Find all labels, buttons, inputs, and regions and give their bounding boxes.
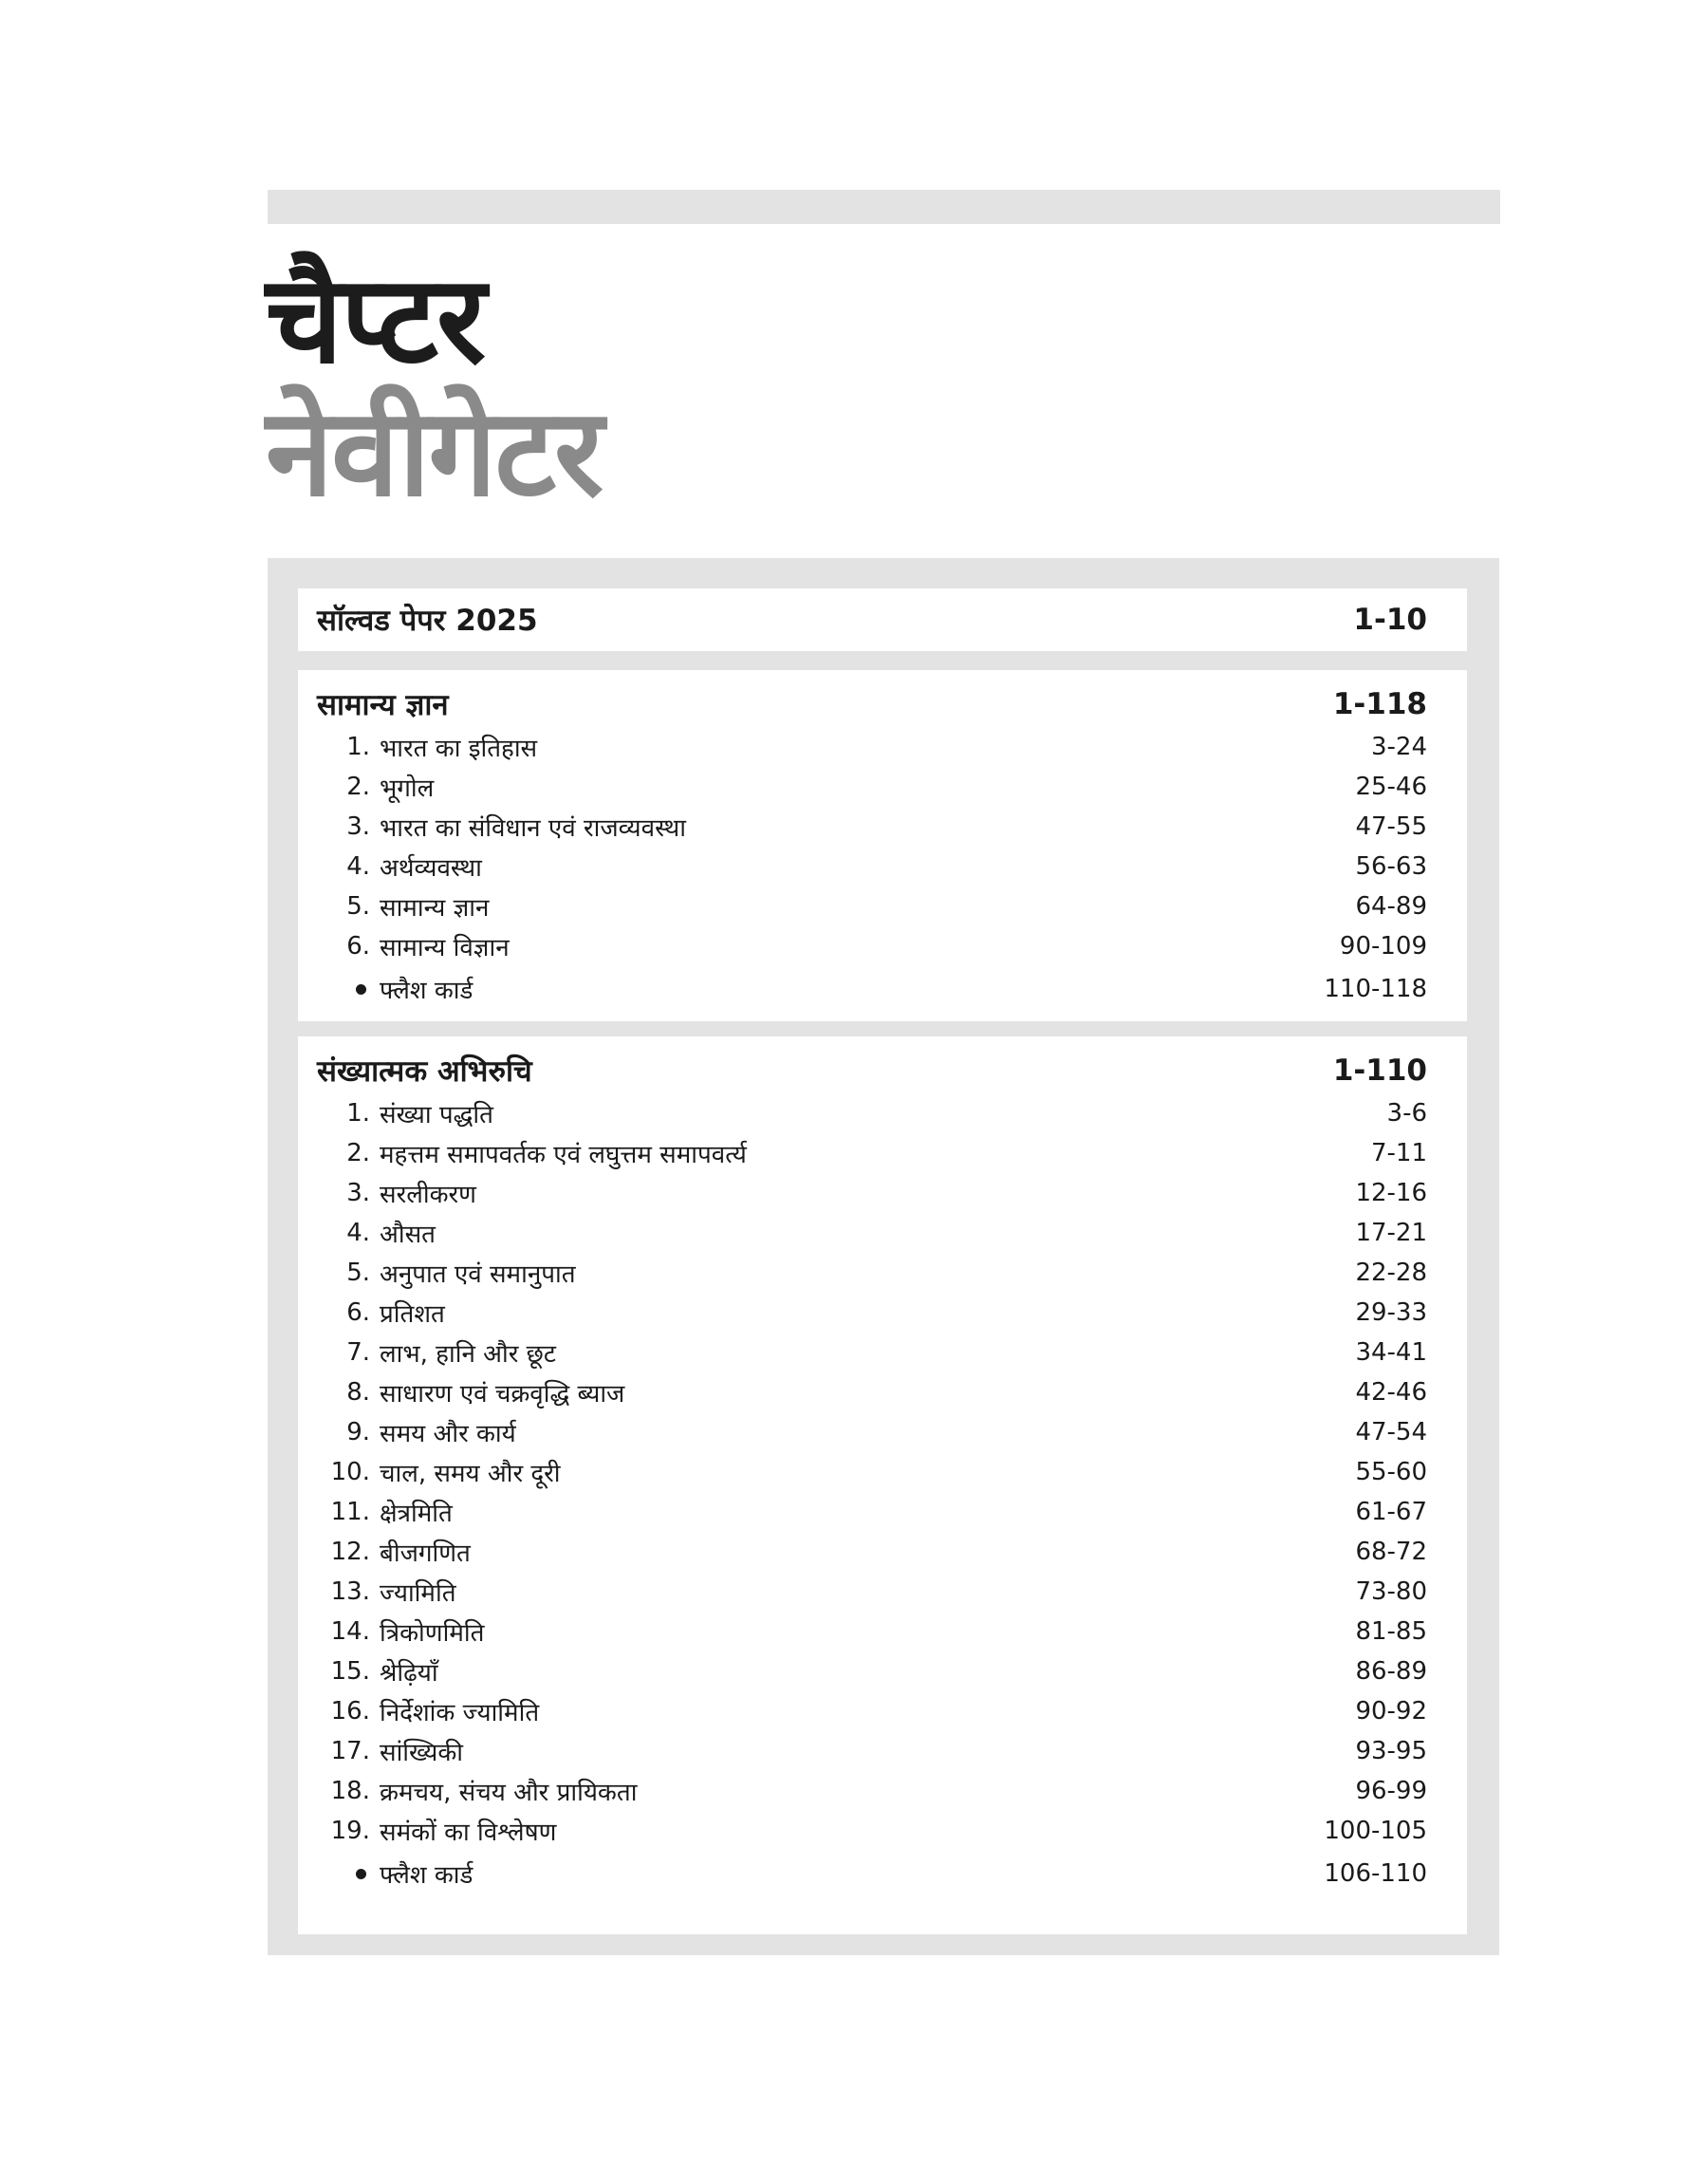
chapter-row[interactable] — [317, 767, 1427, 807]
chapter-number: 13. — [330, 1577, 370, 1606]
general-knowledge-section — [298, 670, 1467, 1021]
chapter-row[interactable] — [317, 1532, 1427, 1572]
chapter-title: भारत का संविधान एवं राजव्यवस्था — [380, 814, 687, 843]
section-pages: 1-110 — [1332, 1054, 1427, 1088]
quantitative-aptitude-section — [298, 1036, 1467, 1934]
chapter-pages: 64-89 — [1355, 892, 1427, 921]
section-title: सामान्य ज्ञान — [317, 688, 449, 722]
qa-flash-card-row[interactable] — [317, 1851, 1427, 1896]
chapter-pages: 61-67 — [1355, 1498, 1427, 1526]
chapter-number: 14. — [330, 1617, 370, 1646]
chapter-pages: 90-109 — [1339, 932, 1427, 961]
chapter-title: अर्थव्यवस्था — [380, 854, 482, 883]
chapter-pages: 96-99 — [1355, 1777, 1427, 1805]
chapter-pages: 93-95 — [1355, 1737, 1427, 1765]
flash-card-label: फ्लैश कार्ड — [380, 977, 473, 1005]
bullet-icon — [356, 1869, 366, 1879]
chapter-number: 12. — [330, 1538, 370, 1566]
chapter-number: 4. — [346, 852, 370, 881]
chapter-title: साधारण एवं चक्रवृद्धि ब्याज — [380, 1380, 625, 1409]
chapter-title: सरलीकरण — [380, 1181, 476, 1209]
chapter-number: 19. — [330, 1817, 370, 1845]
chapter-pages: 29-33 — [1355, 1298, 1427, 1327]
chapter-pages: 7-11 — [1370, 1139, 1427, 1167]
page-title-line2: नेवीगेटर — [266, 382, 603, 524]
chapter-number: 6. — [346, 932, 370, 961]
chapter-title: क्रमचय, संचय और प्रायिकता — [380, 1779, 638, 1807]
chapter-pages: 3-6 — [1386, 1099, 1427, 1128]
chapter-pages: 55-60 — [1355, 1458, 1427, 1486]
chapter-row[interactable] — [317, 1213, 1427, 1253]
chapter-title: संख्या पद्धति — [380, 1101, 493, 1129]
chapter-title: औसत — [380, 1221, 436, 1249]
chapter-pages: 47-54 — [1355, 1418, 1427, 1446]
chapter-number: 4. — [346, 1219, 370, 1247]
solved-paper-section — [298, 588, 1467, 651]
chapter-number: 8. — [346, 1378, 370, 1407]
chapter-pages: 81-85 — [1355, 1617, 1427, 1646]
chapter-number: 18. — [330, 1777, 370, 1805]
solved-paper-pages: 1-10 — [1353, 603, 1427, 637]
chapter-number: 5. — [346, 1259, 370, 1287]
chapter-row[interactable] — [317, 1572, 1427, 1612]
chapter-title: ज्यामिति — [380, 1579, 456, 1608]
solved-paper-label: सॉल्वड पेपर 2025 — [317, 604, 538, 638]
bullet-icon — [356, 984, 366, 995]
chapter-number: 2. — [346, 1139, 370, 1167]
chapter-row[interactable] — [317, 1333, 1427, 1372]
gk-flash-card-row[interactable] — [317, 966, 1427, 1012]
chapter-title: भूगोल — [380, 774, 435, 803]
chapter-row[interactable] — [317, 926, 1427, 966]
chapter-row[interactable] — [317, 1133, 1427, 1173]
chapter-row[interactable] — [317, 1253, 1427, 1293]
general-knowledge-chapter-list — [317, 727, 1427, 966]
chapter-number: 3. — [346, 1179, 370, 1207]
chapter-row[interactable] — [317, 1412, 1427, 1452]
chapter-number: 16. — [330, 1697, 370, 1726]
chapter-pages: 17-21 — [1355, 1219, 1427, 1247]
chapter-title: समंकों का विश्लेषण — [380, 1819, 557, 1847]
chapter-pages: 56-63 — [1355, 852, 1427, 881]
chapter-row[interactable] — [317, 1612, 1427, 1651]
flash-card-label: फ्लैश कार्ड — [380, 1861, 473, 1890]
chapter-title: त्रिकोणमिति — [380, 1619, 485, 1648]
chapter-pages: 73-80 — [1355, 1577, 1427, 1606]
chapter-row[interactable] — [317, 1452, 1427, 1492]
chapter-title: समय और कार्य — [380, 1420, 516, 1448]
chapter-row[interactable] — [317, 1293, 1427, 1333]
chapter-title: निर्देशांक ज्यामिति — [380, 1699, 540, 1727]
chapter-row[interactable] — [317, 847, 1427, 886]
chapter-title: लाभ, हानि और छूट — [380, 1340, 556, 1369]
chapter-title: महत्तम समापवर्तक एवं लघुत्तम समापवर्त्य — [380, 1141, 747, 1169]
chapter-pages: 42-46 — [1355, 1378, 1427, 1407]
chapter-number: 1. — [346, 733, 370, 761]
chapter-title: सामान्य विज्ञान — [380, 934, 510, 962]
chapter-row[interactable] — [317, 1173, 1427, 1213]
chapter-number: 15. — [330, 1657, 370, 1686]
chapter-row[interactable] — [317, 1771, 1427, 1811]
chapter-pages: 86-89 — [1355, 1657, 1427, 1686]
chapter-title: क्षेत्रमिति — [380, 1500, 453, 1528]
chapter-number: 1. — [346, 1099, 370, 1128]
chapter-pages: 12-16 — [1355, 1179, 1427, 1207]
chapter-row[interactable] — [317, 1093, 1427, 1133]
chapter-number: 5. — [346, 892, 370, 921]
chapter-title: श्रेढ़ियाँ — [380, 1659, 438, 1688]
chapter-pages: 25-46 — [1355, 773, 1427, 801]
section-title: संख्यात्मक अभिरुचि — [317, 1054, 532, 1089]
chapter-title: भारत का इतिहास — [380, 735, 538, 763]
quantitative-aptitude-chapter-list — [317, 1093, 1427, 1851]
chapter-pages: 100-105 — [1324, 1817, 1427, 1845]
chapter-title: बीजगणित — [380, 1539, 471, 1568]
quantitative-aptitude-heading[interactable] — [317, 1050, 1427, 1092]
chapter-pages: 3-24 — [1370, 733, 1427, 761]
chapter-number: 3. — [346, 812, 370, 841]
chapter-row[interactable] — [317, 807, 1427, 847]
chapter-pages: 22-28 — [1355, 1259, 1427, 1287]
chapter-row[interactable] — [317, 1691, 1427, 1731]
chapter-number: 6. — [346, 1298, 370, 1327]
flash-card-pages: 110-118 — [1324, 975, 1427, 1003]
chapter-number: 11. — [330, 1498, 370, 1526]
chapter-row[interactable] — [317, 1492, 1427, 1532]
page-title-line1: चैप्टर — [266, 250, 485, 391]
chapter-pages: 47-55 — [1355, 812, 1427, 841]
chapter-number: 7. — [346, 1338, 370, 1367]
chapter-number: 10. — [330, 1458, 370, 1486]
chapter-pages: 90-92 — [1355, 1697, 1427, 1726]
chapter-number: 17. — [330, 1737, 370, 1765]
chapter-title: अनुपात एवं समानुपात — [380, 1260, 576, 1289]
header-band — [268, 190, 1500, 224]
chapter-number: 2. — [346, 773, 370, 801]
chapter-row[interactable] — [317, 1651, 1427, 1691]
table-of-contents — [268, 558, 1499, 1955]
chapter-title: सांख्यिकी — [380, 1739, 464, 1767]
chapter-row[interactable] — [317, 1372, 1427, 1412]
chapter-row[interactable] — [317, 886, 1427, 926]
chapter-title: प्रतिशत — [380, 1300, 445, 1329]
chapter-title: चाल, समय और दूरी — [380, 1460, 561, 1488]
flash-card-pages: 106-110 — [1324, 1859, 1427, 1888]
chapter-pages: 68-72 — [1355, 1538, 1427, 1566]
chapter-row[interactable] — [317, 1811, 1427, 1851]
chapter-title: सामान्य ज्ञान — [380, 894, 490, 923]
chapter-number: 9. — [346, 1418, 370, 1446]
solved-paper-row[interactable] — [317, 588, 1427, 651]
chapter-row[interactable] — [317, 727, 1427, 767]
section-pages: 1-118 — [1332, 687, 1427, 721]
chapter-row[interactable] — [317, 1731, 1427, 1771]
general-knowledge-heading[interactable] — [317, 683, 1427, 725]
chapter-pages: 34-41 — [1355, 1338, 1427, 1367]
